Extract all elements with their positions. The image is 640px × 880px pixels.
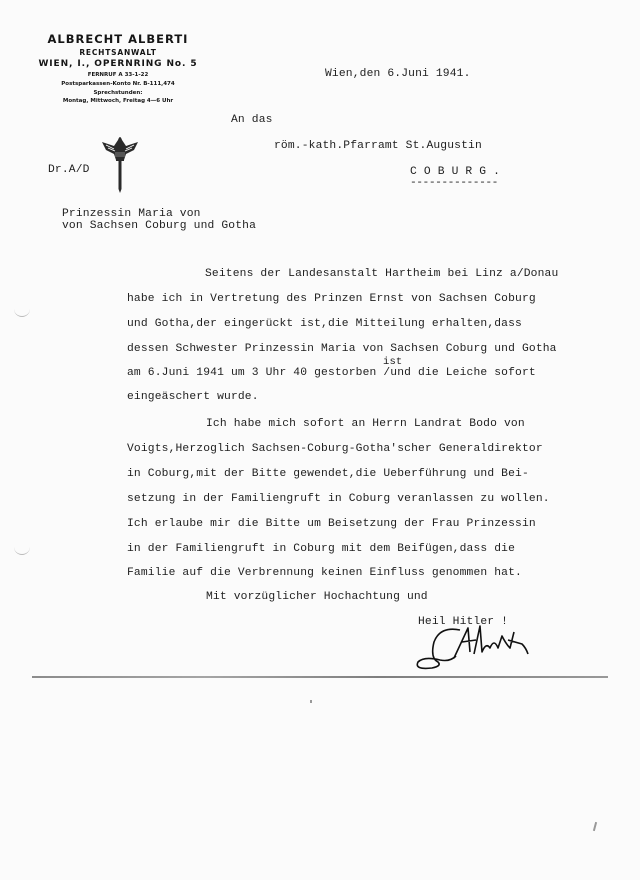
date-line: Wien,den 6.Juni 1941.	[325, 68, 471, 80]
letterhead-address: WIEN, I., OPERNRING No. 5	[38, 59, 198, 69]
handwritten-signature	[410, 618, 560, 673]
recipient-name: röm.-kath.Pfarramt St.Augustin	[274, 140, 482, 152]
letterhead-title: RECHTSANWALT	[79, 48, 157, 57]
body-insertion-note: ist	[383, 356, 403, 368]
closing-line-1: Mit vorzüglicher Hochachtung und	[206, 591, 428, 603]
body-p2-line-3: in Coburg,mit der Bitte gewendet,die Ueberführung und Bei-	[127, 468, 529, 480]
body-p2-line-7: Familie auf die Verbrennung keinen Einfluss genommen hat.	[127, 567, 522, 579]
letterhead-name: ALBRECHT ALBERTI	[47, 32, 189, 46]
body-p2-line-5: Ich erlaube mir die Bitte um Beisetzung der Frau Prinzessin	[127, 518, 536, 530]
recipient-city: C O B U R G .	[410, 166, 501, 178]
subject-line-2: von Sachsen Coburg und Gotha	[62, 220, 257, 232]
paper-speck	[310, 700, 312, 703]
body-p1-line-2: habe ich in Vertretung des Prinzen Ernst von Sachsen Coburg	[127, 293, 536, 305]
recipient-city-underline: --------------	[410, 177, 498, 189]
paper-speck-corner	[593, 822, 597, 831]
body-p2-line-1: Ich habe mich sofort an Herrn Landrat Bodo von	[206, 418, 525, 430]
subject-line-1: Prinzessin Maria von	[62, 208, 201, 220]
body-p2-line-4: setzung in der Familiengruft in Coburg veranlassen zu wollen.	[127, 493, 550, 505]
closing-line-2: Heil Hitler !	[418, 616, 509, 628]
body-p1-line-4: dessen Schwester Prinzessin Maria von Sachsen Coburg und Gotha	[127, 343, 557, 355]
body-p1-line-5: am 6.Juni 1941 um 3 Uhr 40 gestorben /und die Leiche sofort	[127, 367, 536, 379]
body-p1-line-6: eingeäschert wurde.	[127, 391, 259, 403]
body-p1-line-1: Seitens der Landesanstalt Hartheim bei Linz a/Donau	[205, 268, 559, 280]
letterhead-postal-account: Postsparkassen-Konto Nr. B-111,474	[61, 81, 175, 87]
punch-hole-bottom	[14, 546, 30, 555]
recipient-prefix: An das	[231, 114, 273, 126]
letterhead-hours-label: Sprechstunden:	[93, 90, 143, 96]
letterhead-phone: FERNRUF A 33-1-22	[87, 72, 149, 78]
letterhead-hours: Montag, Mittwoch, Freitag 4—6 Uhr	[62, 98, 174, 104]
body-p1-line-3: und Gotha,der eingerückt ist,die Mitteilung erhalten,dass	[127, 318, 522, 330]
reference-code: Dr.A/D	[48, 164, 90, 176]
body-p2-line-6: in der Familiengruft in Coburg mit dem Beifügen,dass die	[127, 543, 516, 555]
page-divider	[32, 676, 608, 678]
punch-hole-top	[14, 308, 30, 317]
body-p2-line-2: Voigts,Herzoglich Sachsen-Coburg-Gotha'scher Generaldirektor	[127, 443, 543, 455]
eagle-sword-emblem-icon	[100, 132, 140, 194]
